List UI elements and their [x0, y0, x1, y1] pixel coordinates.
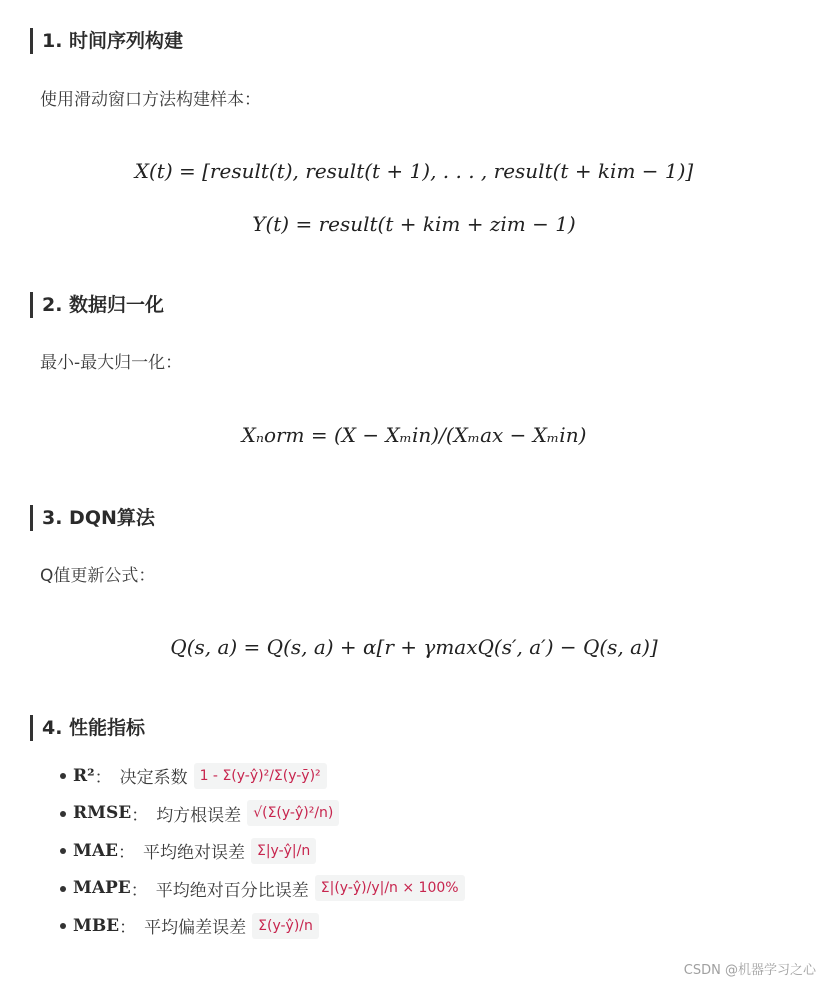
section-intro-normalization: 最小-最大归一化：	[40, 353, 183, 373]
metric-separator: ：	[130, 880, 148, 901]
metric-name: MBE	[73, 915, 120, 936]
metric-item-rmse	[40, 795, 465, 833]
section-intro-time-series: 使用滑动窗口方法构建样本：	[40, 90, 261, 110]
metric-description: 平均偏差误差	[144, 918, 247, 939]
metric-item-mae	[40, 832, 465, 870]
metric-name: MAE	[73, 840, 118, 861]
metric-name: RMSE	[73, 803, 132, 824]
section-heading-dqn: 3. DQN算法	[30, 505, 155, 531]
metric-separator: ：	[131, 805, 149, 826]
metric-formula-code: Σ|(y-ŷ)/y|/n × 100%	[315, 875, 465, 901]
metric-formula-code: √(Σ(y-ŷ)²/n)	[247, 800, 339, 826]
csdn-watermark: CSDN @机器学习之心	[683, 963, 816, 978]
bullet-icon	[60, 923, 66, 929]
metric-description: 平均绝对误差	[142, 843, 245, 864]
metric-description: 决定系数	[119, 768, 188, 789]
metric-item-mbe	[40, 907, 465, 945]
section-heading-metrics: 4. 性能指标	[30, 715, 145, 741]
metric-formula-code: 1 - Σ(y-ŷ)²/Σ(y-ȳ)²	[194, 763, 327, 789]
section-heading-time-series: 1. 时间序列构建	[30, 28, 183, 54]
formula-sample-x: X(t) = [result(t), result(t + 1), . . . , result(t + kim − 1)]	[134, 159, 694, 183]
metric-separator: ：	[119, 918, 137, 939]
metrics-list	[40, 757, 465, 945]
section-heading-normalization: 2. 数据归一化	[30, 292, 164, 318]
metric-item-mape	[40, 870, 465, 908]
bullet-icon	[60, 886, 66, 892]
metric-description: 平均绝对百分比误差	[155, 880, 309, 901]
bullet-icon	[60, 811, 66, 817]
formula-sample-y: Y(t) = result(t + kim + zim − 1)	[252, 212, 576, 236]
metric-formula-code: Σ(y-ŷ)/n	[252, 913, 319, 939]
metric-separator: ：	[117, 843, 135, 864]
formula-q-update: Q(s, a) = Q(s, a) + α[r + γmaxQ(s′, a′) − Q(s, a)]	[170, 635, 658, 659]
metric-separator: ：	[94, 768, 112, 789]
bullet-icon	[60, 848, 66, 854]
formula-minmax-normalization: Xₙorm = (X − Xₘin)/(Xₘax − Xₘin)	[241, 423, 587, 447]
section-intro-dqn: Q值更新公式：	[40, 566, 156, 586]
metric-formula-code: Σ|y-ŷ|/n	[251, 838, 316, 864]
metric-description: 均方根误差	[156, 805, 242, 826]
metric-name: R²	[73, 765, 95, 786]
metric-name: MAPE	[73, 878, 131, 899]
metric-item-r2	[40, 757, 465, 795]
bullet-icon	[60, 773, 66, 779]
